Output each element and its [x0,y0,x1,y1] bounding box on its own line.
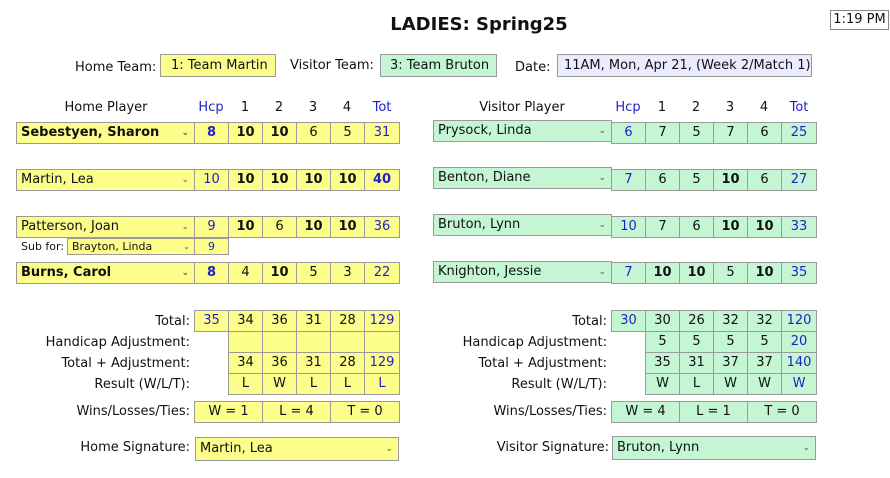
clock: 1:19 PM [830,10,889,30]
visitor-game4-header: 4 [759,100,769,115]
home-tot-cell: 36 [364,216,400,238]
visitor-handicap-cell: 5 [747,331,782,353]
visitor-game3-header: 3 [725,100,735,115]
home-player-header: Home Player [64,100,148,115]
home-tot-cell: 22 [364,262,400,284]
home-total-cell: 34 [228,310,263,332]
visitor-score-cell[interactable]: 10 [747,216,782,238]
visitor-player-select[interactable] [433,167,612,189]
visitor-total-cell: 30 [611,310,646,332]
home-score-cell[interactable]: 5 [330,122,365,144]
chevron-down-icon: ⌄ [181,268,189,278]
home-result-cell: L [296,373,331,395]
home-player-select[interactable] [16,169,195,191]
visitor-result-cell: W [781,373,817,395]
visitor-total-adj-cell: 35 [645,352,680,374]
visitor-result-cell: L [679,373,714,395]
home-total-adj-cell: 34 [228,352,263,374]
visitor-total-adj-cell: 31 [679,352,714,374]
visitor-result-cell: W [747,373,782,395]
home-total-cell: 31 [296,310,331,332]
home-total-adj-cell: 36 [262,352,297,374]
home-score-cell[interactable]: 10 [330,169,365,191]
visitor-total-adj-cell: 140 [781,352,817,374]
visitor-team-label: Visitor Team: [290,58,374,73]
chevron-down-icon: ⌄ [385,444,393,454]
home-score-cell[interactable]: 10 [228,122,263,144]
home-total-adj-cell: 28 [330,352,365,374]
visitor-score-cell[interactable]: 6 [747,122,782,144]
home-team-field[interactable]: 1: Team Martin [160,54,276,77]
home-player-select[interactable] [16,122,195,144]
visitor-hcp-cell[interactable]: 6 [611,122,646,144]
home-tot-cell: 31 [364,122,400,144]
visitor-player-select[interactable] [433,120,612,142]
visitor-total-cell: 32 [713,310,748,332]
home-player-select[interactable] [16,216,195,238]
sub-hcp-cell[interactable]: 9 [194,238,229,255]
home-handicap-cell [364,331,400,353]
visitor-hcp-cell[interactable]: 10 [611,216,646,238]
home-handicap-label: Handicap Adjustment: [45,335,190,350]
visitor-tot-header: Tot [789,100,809,115]
visitor-total-cell: 26 [679,310,714,332]
visitor-total-adj-label: Total + Adjustment: [478,356,607,371]
home-signature-select[interactable] [195,437,399,461]
visitor-score-cell[interactable]: 5 [679,122,714,144]
visitor-score-cell[interactable]: 10 [713,216,748,238]
date-label: Date: [515,60,551,75]
home-player-select[interactable] [16,262,195,284]
home-score-cell[interactable]: 10 [262,169,297,191]
chevron-down-icon: ⌄ [598,173,606,183]
visitor-score-cell[interactable]: 6 [645,169,680,191]
visitor-handicap-cell: 20 [781,331,817,353]
home-handicap-cell [296,331,331,353]
home-handicap-cell [262,331,297,353]
visitor-result-cell: W [645,373,680,395]
home-total-cell: 129 [364,310,400,332]
sub-player-name: Brayton, Linda [72,240,153,253]
visitor-total-adj-cell: 37 [713,352,748,374]
visitor-handicap-cell: 5 [679,331,714,353]
home-result-cell: L [330,373,365,395]
home-total-label: Total: [155,314,190,329]
home-game4-header: 4 [342,100,352,115]
visitor-handicap-label: Handicap Adjustment: [462,335,607,350]
chevron-down-icon: ⌄ [181,175,189,185]
home-game1-header: 1 [240,100,250,115]
visitor-player-name: Prysock, Linda [438,123,532,138]
visitor-game1-header: 1 [657,100,667,115]
home-result-cell: W [262,373,297,395]
home-score-cell[interactable]: 10 [262,122,297,144]
visitor-total-cell: 120 [781,310,817,332]
home-signature-label: Home Signature: [80,440,190,455]
visitor-score-cell[interactable]: 10 [713,169,748,191]
home-hcp-cell[interactable]: 8 [194,122,229,144]
home-signature-value: Martin, Lea [200,441,273,456]
home-hcp-cell[interactable]: 10 [194,169,229,191]
visitor-total-cell: 30 [645,310,680,332]
chevron-down-icon: ⌄ [802,443,810,453]
home-player-name: Patterson, Joan [21,219,119,234]
home-player-name: Burns, Carol [21,265,112,280]
visitor-total-label: Total: [572,314,607,329]
home-score-cell[interactable]: 6 [262,216,297,238]
sub-for-label: Sub for: [21,240,65,253]
home-tot-header: Tot [372,100,392,115]
visitor-score-cell[interactable]: 5 [679,169,714,191]
visitor-ties-cell: T = 0 [747,401,817,423]
chevron-down-icon: ⌄ [598,267,606,277]
visitor-tot-cell: 25 [781,122,817,144]
visitor-score-cell[interactable]: 6 [679,216,714,238]
home-total-adj-cell: 31 [296,352,331,374]
visitor-wlt-label: Wins/Losses/Ties: [493,404,607,419]
home-wins-cell: W = 1 [194,401,263,423]
visitor-result-label: Result (W/L/T): [511,377,607,392]
home-tot-cell: 40 [364,169,400,191]
home-game3-header: 3 [308,100,318,115]
home-total-adj-label: Total + Adjustment: [61,356,190,371]
home-score-cell[interactable]: 5 [296,262,331,284]
home-losses-cell: L = 4 [262,401,331,423]
home-result-label: Result (W/L/T): [94,377,190,392]
visitor-score-cell[interactable]: 7 [713,122,748,144]
chevron-down-icon: ⌄ [598,220,606,230]
visitor-signature-label: Visitor Signature: [496,440,609,455]
visitor-player-select[interactable] [433,261,612,283]
visitor-score-cell[interactable]: 7 [645,122,680,144]
visitor-player-header: Visitor Player [479,100,565,115]
chevron-down-icon: ⌄ [598,126,606,136]
home-score-cell[interactable]: 10 [296,169,331,191]
visitor-losses-cell: L = 1 [679,401,748,423]
visitor-tot-cell: 35 [781,262,817,284]
visitor-tot-cell: 33 [781,216,817,238]
home-total-cell: 35 [194,310,229,332]
home-hcp-cell[interactable]: 8 [194,262,229,284]
home-total-cell: 28 [330,310,365,332]
home-score-cell[interactable]: 10 [228,216,263,238]
visitor-team-field[interactable]: 3: Team Bruton [380,54,497,77]
visitor-tot-cell: 27 [781,169,817,191]
visitor-score-cell[interactable]: 10 [747,262,782,284]
visitor-game2-header: 2 [691,100,701,115]
home-score-cell[interactable]: 3 [330,262,365,284]
visitor-score-cell[interactable]: 7 [645,216,680,238]
visitor-result-cell: W [713,373,748,395]
visitor-player-name: Benton, Diane [438,170,531,185]
home-score-cell[interactable]: 10 [330,216,365,238]
home-player-name: Martin, Lea [21,172,94,187]
chevron-down-icon: ⌄ [181,128,189,138]
visitor-wins-cell: W = 4 [611,401,680,423]
home-score-cell[interactable]: 10 [228,169,263,191]
home-score-cell[interactable]: 10 [262,262,297,284]
visitor-handicap-cell: 5 [713,331,748,353]
visitor-signature-select[interactable] [612,436,816,460]
visitor-score-cell[interactable]: 5 [713,262,748,284]
home-score-cell[interactable]: 4 [228,262,263,284]
home-hcp-cell[interactable]: 9 [194,216,229,238]
visitor-hcp-cell[interactable]: 7 [611,169,646,191]
home-hcp-header: Hcp [198,100,224,115]
home-score-cell[interactable]: 10 [296,216,331,238]
chevron-down-icon: ⌄ [183,242,190,251]
home-total-adj-cell: 129 [364,352,400,374]
visitor-player-name: Bruton, Lynn [438,217,521,232]
home-result-cell: L [364,373,400,395]
visitor-total-adj-cell: 37 [747,352,782,374]
home-handicap-cell [330,331,365,353]
visitor-player-name: Knighton, Jessie [438,264,542,279]
visitor-score-cell[interactable]: 6 [747,169,782,191]
home-game2-header: 2 [274,100,284,115]
visitor-signature-value: Bruton, Lynn [617,440,700,455]
sub-player-select[interactable] [67,238,195,255]
visitor-total-cell: 32 [747,310,782,332]
visitor-score-cell[interactable]: 10 [645,262,680,284]
home-team-label: Home Team: [75,60,157,75]
home-handicap-cell [228,331,263,353]
home-player-name: Sebestyen, Sharon [21,125,160,140]
home-total-cell: 36 [262,310,297,332]
chevron-down-icon: ⌄ [181,222,189,232]
date-field[interactable]: 11AM, Mon, Apr 21, (Week 2/Match 1) [557,54,812,77]
home-result-cell: L [228,373,263,395]
home-wlt-label: Wins/Losses/Ties: [76,404,190,419]
home-ties-cell: T = 0 [330,401,400,423]
home-score-cell[interactable]: 6 [296,122,331,144]
page-title: LADIES: Spring25 [390,14,568,35]
visitor-handicap-cell: 5 [645,331,680,353]
visitor-hcp-header: Hcp [615,100,641,115]
visitor-hcp-cell[interactable]: 7 [611,262,646,284]
visitor-player-select[interactable] [433,214,612,236]
visitor-score-cell[interactable]: 10 [679,262,714,284]
